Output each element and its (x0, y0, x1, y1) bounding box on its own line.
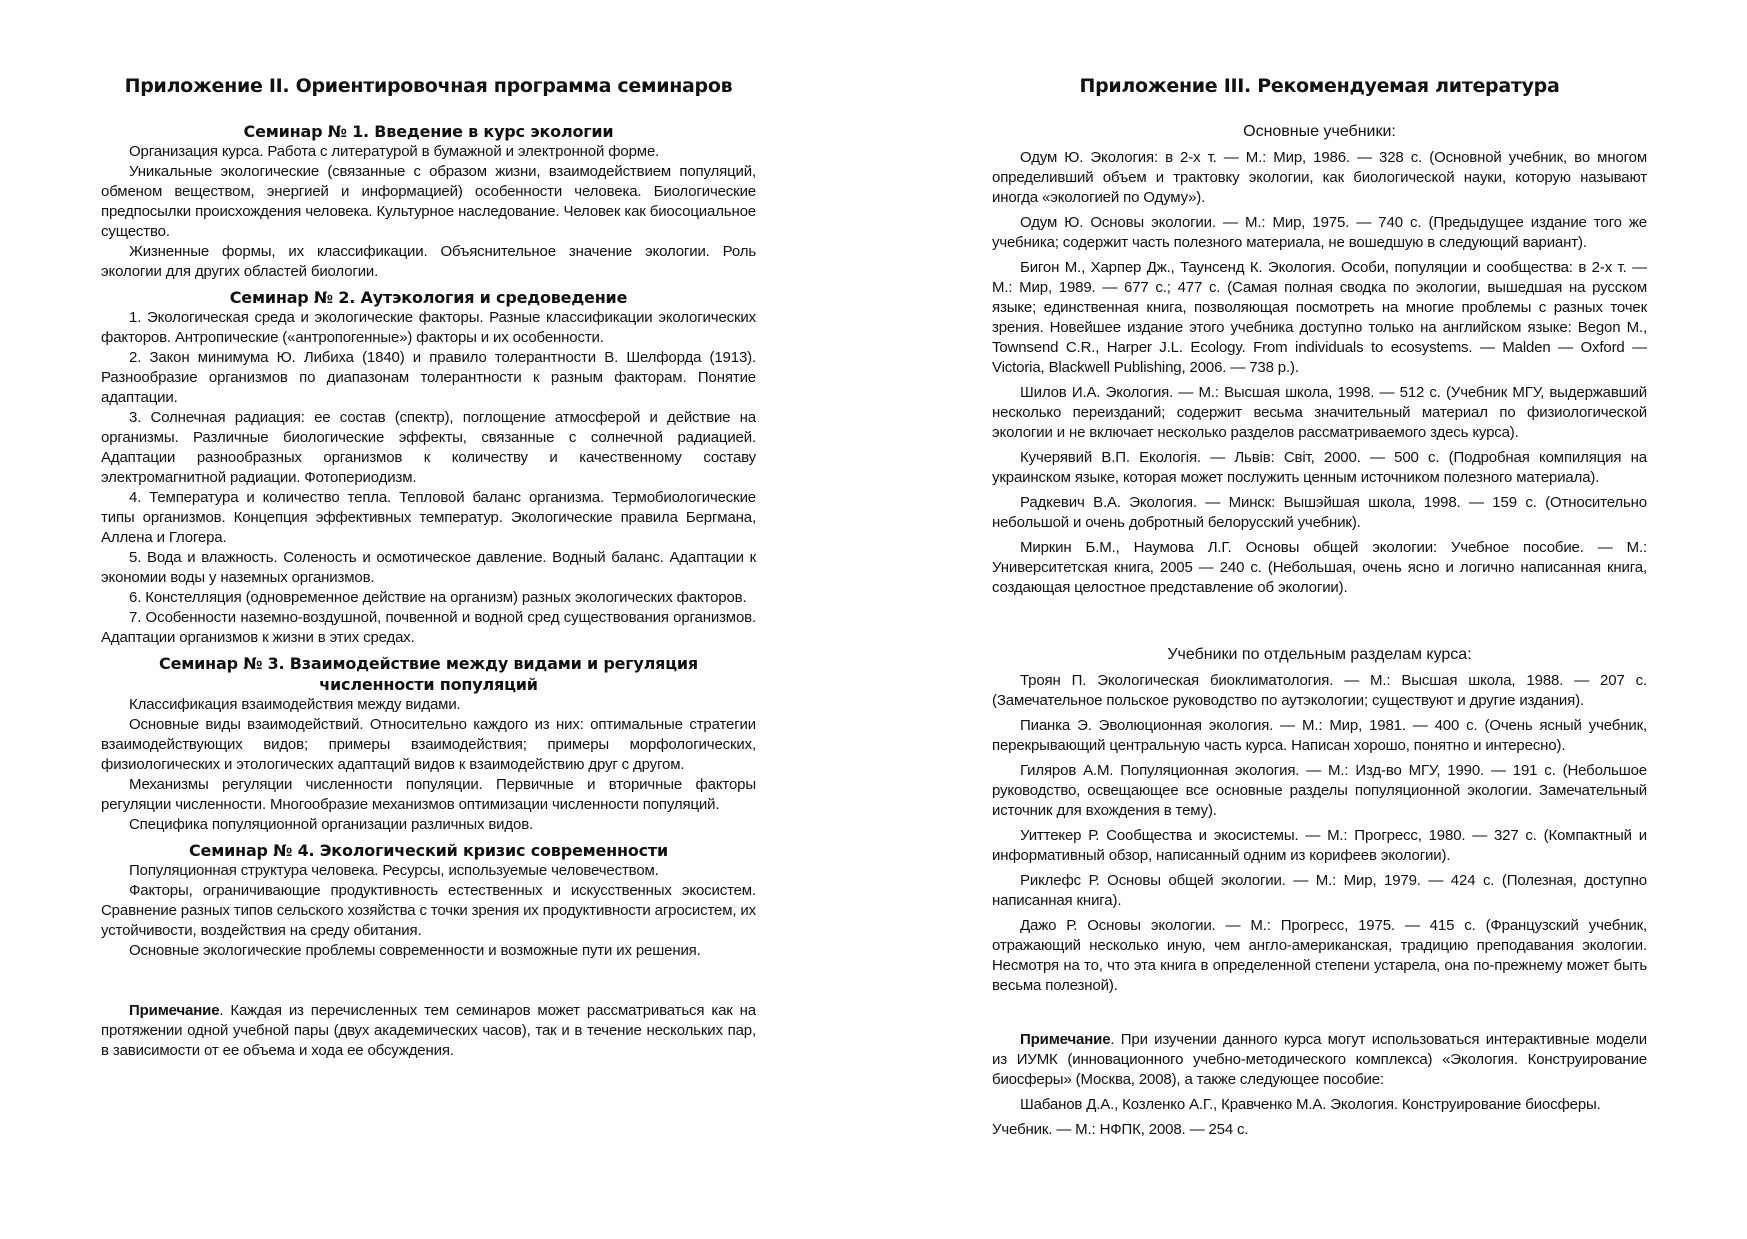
paragraph: Классификация взаимодействия между видами. (129, 696, 461, 713)
seminar-heading: Семинар № 2. Аутэкология и средоведение (229, 288, 628, 307)
paragraph: Специфика популяционной организации различных видов. (129, 816, 534, 833)
paragraph: Основные экологические проблемы современности и возможные пути их решения. (129, 942, 701, 959)
paragraph: Жизненные формы, их классификации. Объяснительное значение экологии. Роль экологии для других областей биологии. (101, 243, 756, 280)
seminar-heading: Семинар № 3. Взаимодействие между видами и регуляция численности популяций (159, 654, 698, 694)
paragraph: Основные виды взаимодействий. Относительно каждого из них: оптимальные стратегии взаимодействующих видов; примеры взаимодействия; примеры морфологических, физиологических и этологических адаптаций видов к взаимодействию друг с другом. (101, 716, 756, 773)
reference-entry: Радкевич В.А. Экология. — Минск: Вышэйшая школа, 1998. — 159 с. (Относительно небольшой и очень добротный белорусский учебник). (992, 494, 1647, 531)
reference-entry: Миркин Б.М., Наумова Л.Г. Основы общей экологии: Учебное пособие. — М.: Университетская книга, 2005 — 240 с. (Небольшая, очень ясно и логично написанная книга, создающая целостное представление об экологии). (992, 539, 1647, 596)
seminar-3 (101, 653, 756, 835)
reference-entry: Одум Ю. Экология: в 2-х т. — М.: Мир, 1986. — 328 с. (Основной учебник, во многом определивший объем и трактовку экологии, как биологической науки, которую называют иногда «экологией по Одуму»). (992, 149, 1647, 206)
seminar-4 (101, 840, 756, 961)
note-text: . Каждая из перечисленных тем семинаров может рассматриваться как на протяжении одной учебной пары (двух академических часов), так и в течение нескольких пар, в зависимости от ее объема и хода ее обсуждения. (101, 1002, 756, 1059)
right-page-title: Приложение III. Рекомендуемая литература (1079, 75, 1560, 97)
reference-entry: Шилов И.А. Экология. — М.: Высшая школа, 1998. — 512 с. (Учебник МГУ, выдержавший несколько переизданий; содержит весьма значительный материал по физиологической экологии и не включает несколько разделов рассматриваемого здесь курса). (992, 384, 1647, 441)
paragraph: 6. Констелляция (одновременное действие на организм) разных экологических факторов. (129, 589, 747, 606)
reference-entry: Гиляров А.М. Популяционная экология. — М.: Изд-во МГУ, 1990. — 191 с. (Небольшое руководство, освещающее все основные разделы популяционной экологии. Замечательный источник для вхождения в тему). (992, 762, 1647, 819)
paragraph: 4. Температура и количество тепла. Тепловой баланс организма. Термобиологические типы организмов. Концепция эффективных температур. Экологические правила Бергмана, Аллена и Глогера. (101, 489, 756, 546)
note-label: Примечание (129, 1002, 220, 1019)
reference-entry-continuation: Учебник. — М.: НФПК, 2008. — 254 с. (992, 1121, 1249, 1138)
reference-entry: Бигон М., Харпер Дж., Таунсенд К. Экология. Особи, популяции и сообщества: в 2-х т. — М.: Мир, 1989. — 677 с.; 477 с. (Самая полная сводка по экологии, вышедшая на русском языке; единственная книга, позволяющая посмотреть на многие проблемы с разных точек зрения. Новейшее издание этого учебника доступно только на английском языке: Begon M., Townsend C.R., Harper J.L. Ecology. From individuals to ecosystems. — Malden — Oxford — Victoria, Blackwell Publishing, 2006. — 738 p.). (992, 259, 1647, 376)
left-page-title: Приложение II. Ориентировочная программа семинаров (124, 75, 733, 97)
seminar-2 (101, 287, 756, 648)
right-note (992, 1030, 1647, 1090)
reference-entry: Троян П. Экологическая биоклиматология. — М.: Высшая школа, 1988. — 207 с. (Замечательное польское руководство по аутэкологии; существуют и другие издания). (992, 672, 1647, 709)
reference-entry: Кучерявий В.П. Екологія. — Львів: Світ, 2000. — 500 с. (Подробная компиляция на украинском языке, которая может послужить ценным источником полезного материала). (992, 449, 1647, 486)
reference-entry: Риклефс Р. Основы общей экологии. — М.: Мир, 1979. — 424 с. (Полезная, доступно написанная книга). (992, 872, 1647, 909)
paragraph: 7. Особенности наземно-воздушной, почвенной и водной сред существования организмов. Адаптации организмов к жизни в этих средах. (101, 609, 756, 646)
right-page (992, 68, 1647, 1140)
paragraph: 1. Экологическая среда и экологические факторы. Разные классификации экологических факторов. Антропические («антропогенные») факторы и их особенности. (101, 309, 756, 346)
section-heading-topic-textbooks: Учебники по отдельным разделам курса: (1167, 646, 1472, 663)
seminar-heading: Семинар № 4. Экологический кризис современности (189, 841, 668, 860)
reference-entry: Дажо Р. Основы экологии. — М.: Прогресс, 1975. — 415 с. (Французский учебник, отражающий несколько иную, чем англо-американская, традицию преподавания экологии. Несмотря на то, что эта книга в определенной степени устарела, она по-прежнему может быть весьма полезной). (992, 917, 1647, 994)
paragraph: Уникальные экологические (связанные с образом жизни, взаимодействием популяций, обменом веществом, энергией и информацией) особенности человека. Биологические предпосылки происхождения человека. Культурное наследование. Человек как биосоциальное существо. (101, 163, 756, 240)
reference-entry: Одум Ю. Основы экологии. — М.: Мир, 1975. — 740 с. (Предыдущее издание того же учебника; содержит часть полезного материала, не вошедшую в следующий вариант). (992, 214, 1647, 251)
seminar-1 (101, 121, 756, 282)
reference-entry: Шабанов Д.А., Козленко А.Г., Кравченко М.А. Экология. Конструирование биосферы. (1020, 1096, 1601, 1113)
left-note (101, 1001, 756, 1061)
note-label: Примечание (1020, 1031, 1111, 1048)
note-text: . При изучении данного курса могут использоваться интерактивные модели из ИУМК (инновационного учебно-методического комплекса) «Экология. Конструирование биосферы» (Москва, 2008), а также следующее пособие: (992, 1031, 1647, 1088)
paragraph: 5. Вода и влажность. Соленость и осмотическое давление. Водный баланс. Адаптации к экономии воды у наземных организмов. (101, 549, 756, 586)
reference-entry: Уиттекер Р. Сообщества и экосистемы. — М.: Прогресс, 1980. — 327 с. (Компактный и информативный обзор, написанный одним из корифеев экологии). (992, 827, 1647, 864)
left-page (101, 68, 756, 1061)
paragraph: Популяционная структура человека. Ресурсы, используемые человечеством. (129, 862, 659, 879)
paragraph: Механизмы регуляции численности популяции. Первичные и вторичные факторы регуляции численности. Многообразие механизмов оптимизации численности популяций. (101, 776, 756, 813)
paragraph: 2. Закон минимума Ю. Либиха (1840) и правило толерантности В. Шелфорда (1913). Разнообразие организмов по диапазонам толерантности к разным факторам. Понятие адаптации. (101, 349, 756, 406)
reference-entry: Пианка Э. Эволюционная экология. — М.: Мир, 1981. — 400 с. (Очень ясный учебник, перекрывающий центральную часть курса. Написан хорошо, понятно и интересно). (992, 717, 1647, 754)
paragraph: Факторы, ограничивающие продуктивность естественных и искусственных экосистем. Сравнение разных типов сельского хозяйства с точки зрения их продуктивности агросистем, их устойчивости, воздействия на среду обитания. (101, 882, 756, 939)
paragraph: Организация курса. Работа с литературой в бумажной и электронной форме. (129, 143, 660, 160)
section-heading-main-textbooks: Основные учебники: (1243, 123, 1396, 140)
seminar-heading: Семинар № 1. Введение в курс экологии (243, 122, 614, 141)
paragraph: 3. Солнечная радиация: ее состав (спектр), поглощение атмосферой и действие на организмы. Различные биологические эффекты, связанные с солнечной радиацией. Адаптации разнообразных организмов к количеству и качественному составу электромагнитной радиации. Фотопериодизм. (101, 409, 756, 486)
